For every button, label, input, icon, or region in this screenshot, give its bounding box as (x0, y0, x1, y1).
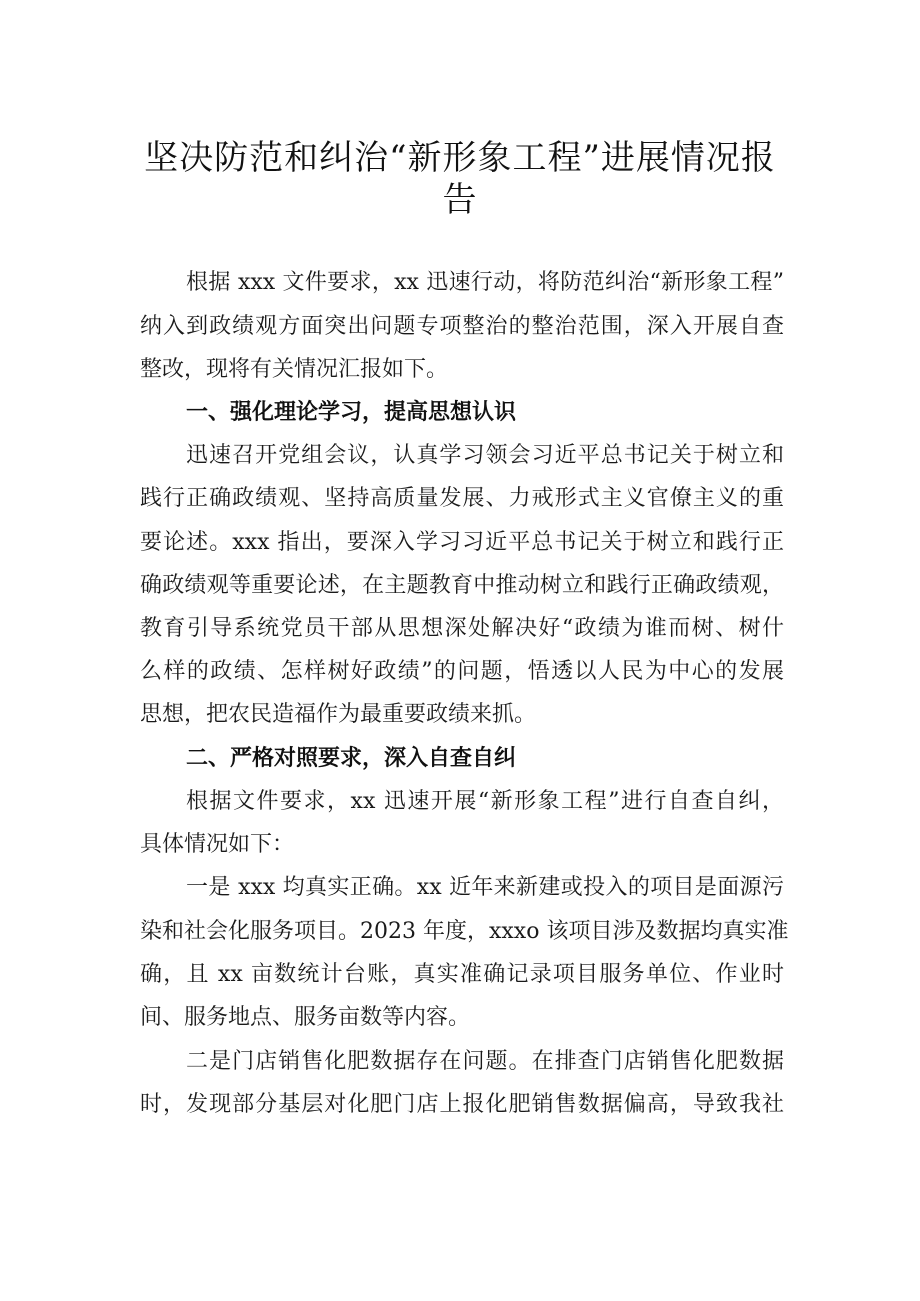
section-1-line-7: 思想，把农民造福作为最重要政绩来抓。 (140, 702, 537, 727)
item-1-line-2: 染和社会化服务项目。2023 年度，xxxo 该项目涉及数据均真实准 (140, 919, 789, 944)
section-1-line-3: 要论述。xxx 指出，要深入学习习近平总书记关于树立和践行正 (140, 530, 784, 555)
intro-line-3: 整改，现将有关情况汇报如下。 (140, 357, 449, 382)
item-1-line-1: 一是 xxx 均真实正确。xx 近年来新建或投入的项目是面源污 (186, 875, 784, 900)
section-1-line-2: 践行正确政绩观、坚持高质量发展、力戒形式主义官僚主义的重 (140, 486, 784, 511)
document-title-line-1: 坚决防范和纠治“新形象工程”进展情况报 (144, 138, 776, 178)
section-1-line-1: 迅速召开党组会议，认真学习领会习近平总书记关于树立和 (186, 443, 784, 468)
item-2-line-1: 二是门店销售化肥数据存在问题。在排查门店销售化肥数据 (186, 1049, 784, 1074)
section-1-line-4: 确政绩观等重要论述，在主题教育中推动树立和践行正确政绩观， (140, 573, 784, 598)
section-1-line-5: 教育引导系统党员干部从思想深处解决好“政绩为谁而树、树什 (140, 616, 784, 641)
item-1-line-4: 间、服务地点、服务亩数等内容。 (140, 1005, 471, 1030)
document-title-line-2: 告 (442, 180, 478, 220)
intro-line-2: 纳入到政绩观方面突出问题专项整治的整治范围，深入开展自查 (140, 314, 784, 339)
section-1-line-6: 么样的政绩、怎样树好政绩”的问题，悟透以人民为中心的发展 (140, 659, 784, 684)
section-1-heading: 一、强化理论学习，提高思想认识 (186, 400, 517, 425)
item-2-line-2: 时，发现部分基层对化肥门店上报化肥销售数据偏高，导致我社 (140, 1092, 784, 1117)
section-2-line-2: 具体情况如下： (140, 832, 295, 857)
intro-line-1: 根据 xxx 文件要求，xx 迅速行动，将防范纠治“新形象工程” (186, 270, 784, 295)
section-2-line-1: 根据文件要求，xx 迅速开展“新形象工程”进行自查自纠， (186, 789, 784, 814)
section-2-heading: 二、严格对照要求，深入自查自纠 (186, 746, 517, 771)
item-1-line-3: 确，且 xx 亩数统计台账，真实准确记录项目服务单位、作业时 (140, 962, 784, 987)
